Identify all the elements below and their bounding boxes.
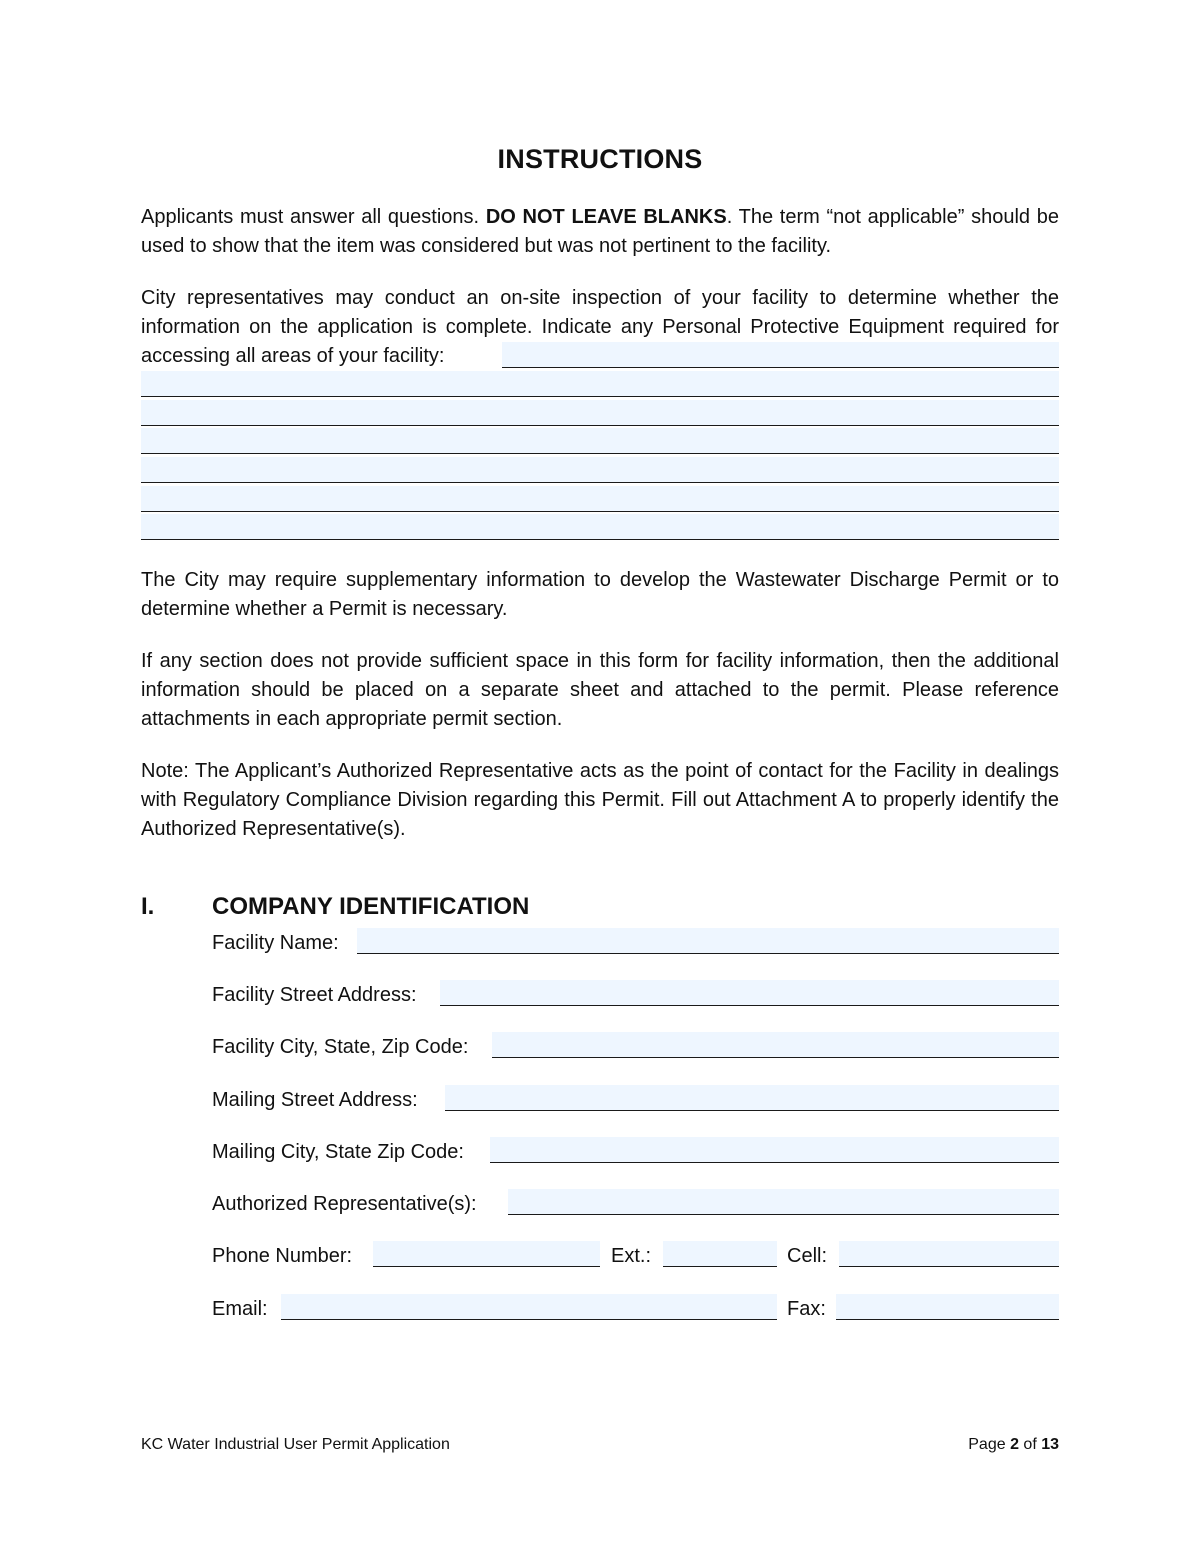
mailing-city-label: Mailing City, State Zip Code: (212, 1141, 464, 1163)
mailing-city-field[interactable] (490, 1137, 1059, 1163)
instructions-paragraph-3: The City may require supplementary information to develop the Wastewater Discharge Permit or to determine whether a Permit is necessary. (141, 569, 1059, 620)
authorized-rep-label: Authorized Representative(s): (212, 1193, 477, 1215)
ppe-field-line-1[interactable] (502, 342, 1059, 368)
facility-name-label: Facility Name: (212, 932, 339, 954)
section-title: COMPANY IDENTIFICATION (212, 893, 530, 920)
phone-field[interactable] (373, 1241, 600, 1267)
mailing-street-field[interactable] (445, 1085, 1059, 1111)
ppe-field-line-2[interactable] (141, 371, 1059, 397)
fax-field[interactable] (836, 1294, 1059, 1320)
email-label: Email: (212, 1298, 268, 1320)
instructions-paragraph-4: If any section does not provide sufficient space in this form for facility information, then the additional information should be placed on a separate sheet and attached to the permit. Please reference attachments in each appropriate permit section. (141, 650, 1059, 730)
facility-city-label: Facility City, State, Zip Code: (212, 1036, 469, 1058)
ext-field[interactable] (663, 1241, 777, 1267)
ext-label: Ext.: (611, 1245, 652, 1267)
section-number: I. (141, 893, 155, 920)
footer-page-number (968, 1436, 1059, 1454)
instructions-paragraph-2: City representatives may conduct an on-site inspection of your facility to determine whether the information on the application is complete. Indicate any Personal Protective Equipment required for accessing all areas of your facility: (141, 287, 1059, 367)
facility-city-field[interactable] (492, 1032, 1059, 1058)
cell-field[interactable] (839, 1241, 1059, 1267)
page-current: 2 (1010, 1436, 1019, 1453)
ppe-field-line-4[interactable] (141, 428, 1059, 454)
para1-text: Applicants must answer all questions. (141, 206, 486, 228)
ppe-field-line-6[interactable] (141, 486, 1059, 512)
mailing-street-label: Mailing Street Address: (212, 1089, 418, 1111)
instructions-paragraph-5: Note: The Applicant’s Authorized Representative acts as the point of contact for the Facility in dealings with Regulatory Compliance Division regarding this Permit. Fill out Attachment A to properly identify the Authorized Representative(s). (141, 760, 1059, 840)
facility-name-field[interactable] (357, 928, 1059, 954)
email-field[interactable] (281, 1294, 777, 1320)
cell-label: Cell: (787, 1245, 828, 1267)
para1-text-end: . The term “not applicable” should be used to show that the item was considered but was not pertinent to the facility. (141, 206, 1059, 257)
authorized-rep-field[interactable] (508, 1189, 1059, 1215)
footer-document-title: KC Water Industrial User Permit Application (141, 1436, 450, 1453)
page-total: 13 (1041, 1436, 1059, 1453)
fax-label: Fax: (787, 1298, 826, 1320)
ppe-field-line-5[interactable] (141, 457, 1059, 483)
facility-street-field[interactable] (440, 980, 1059, 1006)
page-prefix: Page (968, 1436, 1011, 1453)
page-of: of (1018, 1436, 1042, 1453)
instructions-paragraph-1 (141, 203, 1059, 261)
ppe-field-line-7[interactable] (141, 514, 1059, 540)
ppe-field-line-3[interactable] (141, 400, 1059, 426)
facility-street-label: Facility Street Address: (212, 984, 417, 1006)
page-title: INSTRUCTIONS (497, 144, 703, 174)
do-not-leave-blanks-emphasis: DO NOT LEAVE BLANKS (485, 206, 727, 228)
phone-label: Phone Number: (212, 1245, 353, 1267)
